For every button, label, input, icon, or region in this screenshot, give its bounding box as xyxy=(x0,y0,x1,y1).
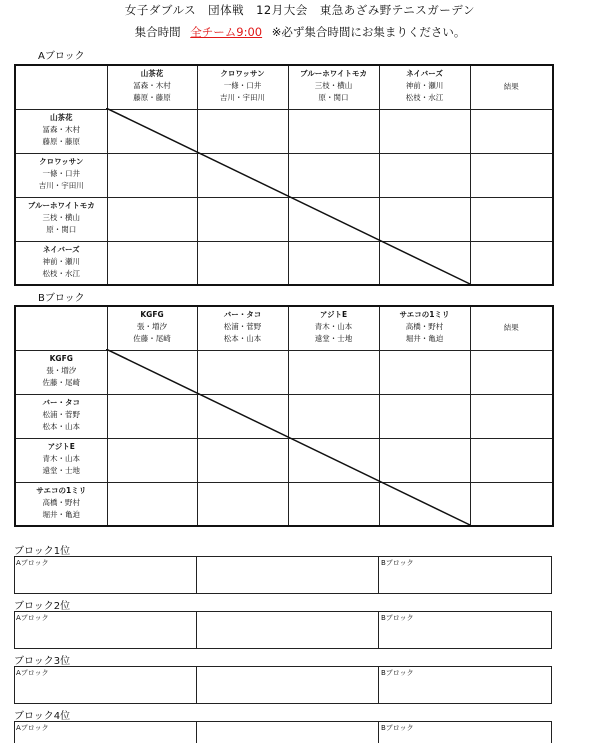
block-b-label: Bブロック xyxy=(38,293,85,304)
result-cell[interactable] xyxy=(470,394,553,438)
row-team: KGFG 張・増汐 佐藤・尾崎 xyxy=(15,350,107,394)
rank-3-b-label: Bブロック xyxy=(381,669,414,677)
rank-3-label: ブロック3位 xyxy=(14,656,71,667)
score-cell[interactable] xyxy=(379,153,470,197)
score-cell[interactable] xyxy=(107,394,197,438)
rank-1-a-cell[interactable] xyxy=(15,557,197,593)
row-team: クロワッサン 一條・口井 吉川・宇田川 xyxy=(15,153,107,197)
rank-3-a-label: Aブロック xyxy=(16,669,49,677)
result-cell[interactable] xyxy=(470,350,553,394)
rank-2-label: ブロック2位 xyxy=(14,601,71,612)
score-cell[interactable] xyxy=(288,350,379,394)
rank-4-b-label: Bブロック xyxy=(381,724,414,732)
result-header: 結果 xyxy=(470,65,553,109)
col-team: KGFG 張・増汐 佐藤・尾崎 xyxy=(107,306,197,350)
rank-1-label: ブロック1位 xyxy=(14,546,71,557)
score-cell[interactable] xyxy=(288,197,379,241)
score-cell[interactable] xyxy=(197,482,288,526)
rank-2-b-cell[interactable] xyxy=(379,612,551,648)
score-cell[interactable] xyxy=(197,438,288,482)
rank-2-a-label: Aブロック xyxy=(16,614,49,622)
row-team: ブルーホワイトモカ 三枝・横山 原・関口 xyxy=(15,197,107,241)
rank-4-a-cell[interactable] xyxy=(15,722,197,743)
block-a-table xyxy=(14,64,554,286)
score-cell[interactable] xyxy=(197,350,288,394)
score-cell[interactable] xyxy=(197,109,288,153)
gather-label: 集合時間 xyxy=(134,25,181,39)
score-cell[interactable] xyxy=(379,482,470,526)
score-cell[interactable] xyxy=(379,350,470,394)
col-team: アジトE 青木・山本 遠堂・士地 xyxy=(288,306,379,350)
corner-cell xyxy=(15,65,107,109)
score-cell[interactable] xyxy=(197,153,288,197)
score-cell[interactable] xyxy=(288,394,379,438)
score-cell[interactable] xyxy=(197,394,288,438)
row-team: アジトE 青木・山本 遠堂・士地 xyxy=(15,438,107,482)
score-cell[interactable] xyxy=(107,438,197,482)
score-cell[interactable] xyxy=(379,197,470,241)
block-b-table xyxy=(14,305,554,527)
rank-1-box xyxy=(14,556,552,594)
rank-2-box xyxy=(14,611,552,649)
col-team: サエコの1ミリ 高橋・野村 堀井・亀迫 xyxy=(379,306,470,350)
score-cell[interactable] xyxy=(379,394,470,438)
score-cell[interactable] xyxy=(379,438,470,482)
score-cell[interactable] xyxy=(197,241,288,285)
rank-3-a-cell[interactable] xyxy=(15,667,197,703)
row-team: サエコの1ミリ 高橋・野村 堀井・亀迫 xyxy=(15,482,107,526)
col-team: ブルーホワイトモカ 三枝・横山 原・関口 xyxy=(288,65,379,109)
score-cell[interactable] xyxy=(288,438,379,482)
gather-time: 全チーム9:00 xyxy=(190,25,263,39)
result-cell[interactable] xyxy=(470,482,553,526)
col-team: バー・タコ 松浦・菅野 松本・山本 xyxy=(197,306,288,350)
rank-1-b-cell[interactable] xyxy=(379,557,551,593)
score-cell[interactable] xyxy=(107,350,197,394)
rank-3-mid-cell[interactable] xyxy=(197,667,379,703)
col-team: 山茶花 冨森・木村 藤原・藤原 xyxy=(107,65,197,109)
rank-4-b-cell[interactable] xyxy=(379,722,551,743)
score-cell[interactable] xyxy=(288,241,379,285)
rank-2-b-label: Bブロック xyxy=(381,614,414,622)
gather-info xyxy=(0,24,600,40)
rank-4-mid-cell[interactable] xyxy=(197,722,379,743)
result-cell[interactable] xyxy=(470,109,553,153)
result-cell[interactable] xyxy=(470,241,553,285)
rank-3-b-cell[interactable] xyxy=(379,667,551,703)
result-header: 結果 xyxy=(470,306,553,350)
score-cell[interactable] xyxy=(288,153,379,197)
row-team: ネイバーズ 神前・瀬川 松枝・水江 xyxy=(15,241,107,285)
rank-3-box xyxy=(14,666,552,704)
score-cell[interactable] xyxy=(379,109,470,153)
rank-4-label: ブロック4位 xyxy=(14,711,71,722)
score-cell[interactable] xyxy=(197,197,288,241)
col-team: クロワッサン 一條・口井 吉川・宇田川 xyxy=(197,65,288,109)
rank-2-a-cell[interactable] xyxy=(15,612,197,648)
score-cell[interactable] xyxy=(288,109,379,153)
score-cell[interactable] xyxy=(107,109,197,153)
col-team: ネイバーズ 神前・瀬川 松枝・水江 xyxy=(379,65,470,109)
rank-1-mid-cell[interactable] xyxy=(197,557,379,593)
score-cell[interactable] xyxy=(288,482,379,526)
score-cell[interactable] xyxy=(107,482,197,526)
score-cell[interactable] xyxy=(107,197,197,241)
row-team: バー・タコ 松浦・菅野 松本・山本 xyxy=(15,394,107,438)
result-cell[interactable] xyxy=(470,197,553,241)
rank-1-b-label: Bブロック xyxy=(381,559,414,567)
score-cell[interactable] xyxy=(379,241,470,285)
row-team: 山茶花 冨森・木村 藤原・藤原 xyxy=(15,109,107,153)
gather-note: ※必ず集合時間にお集まりください。 xyxy=(271,25,466,39)
rank-1-a-label: Aブロック xyxy=(16,559,49,567)
result-cell[interactable] xyxy=(470,438,553,482)
rank-4-box xyxy=(14,721,552,743)
score-cell[interactable] xyxy=(107,241,197,285)
rank-2-mid-cell[interactable] xyxy=(197,612,379,648)
block-a-label: Aブロック xyxy=(38,51,85,62)
rank-4-a-label: Aブロック xyxy=(16,724,49,732)
result-cell[interactable] xyxy=(470,153,553,197)
page-title: 女子ダブルス 団体戦 12月大会 東急あざみ野テニスガーデン xyxy=(124,3,476,17)
score-cell[interactable] xyxy=(107,153,197,197)
corner-cell xyxy=(15,306,107,350)
